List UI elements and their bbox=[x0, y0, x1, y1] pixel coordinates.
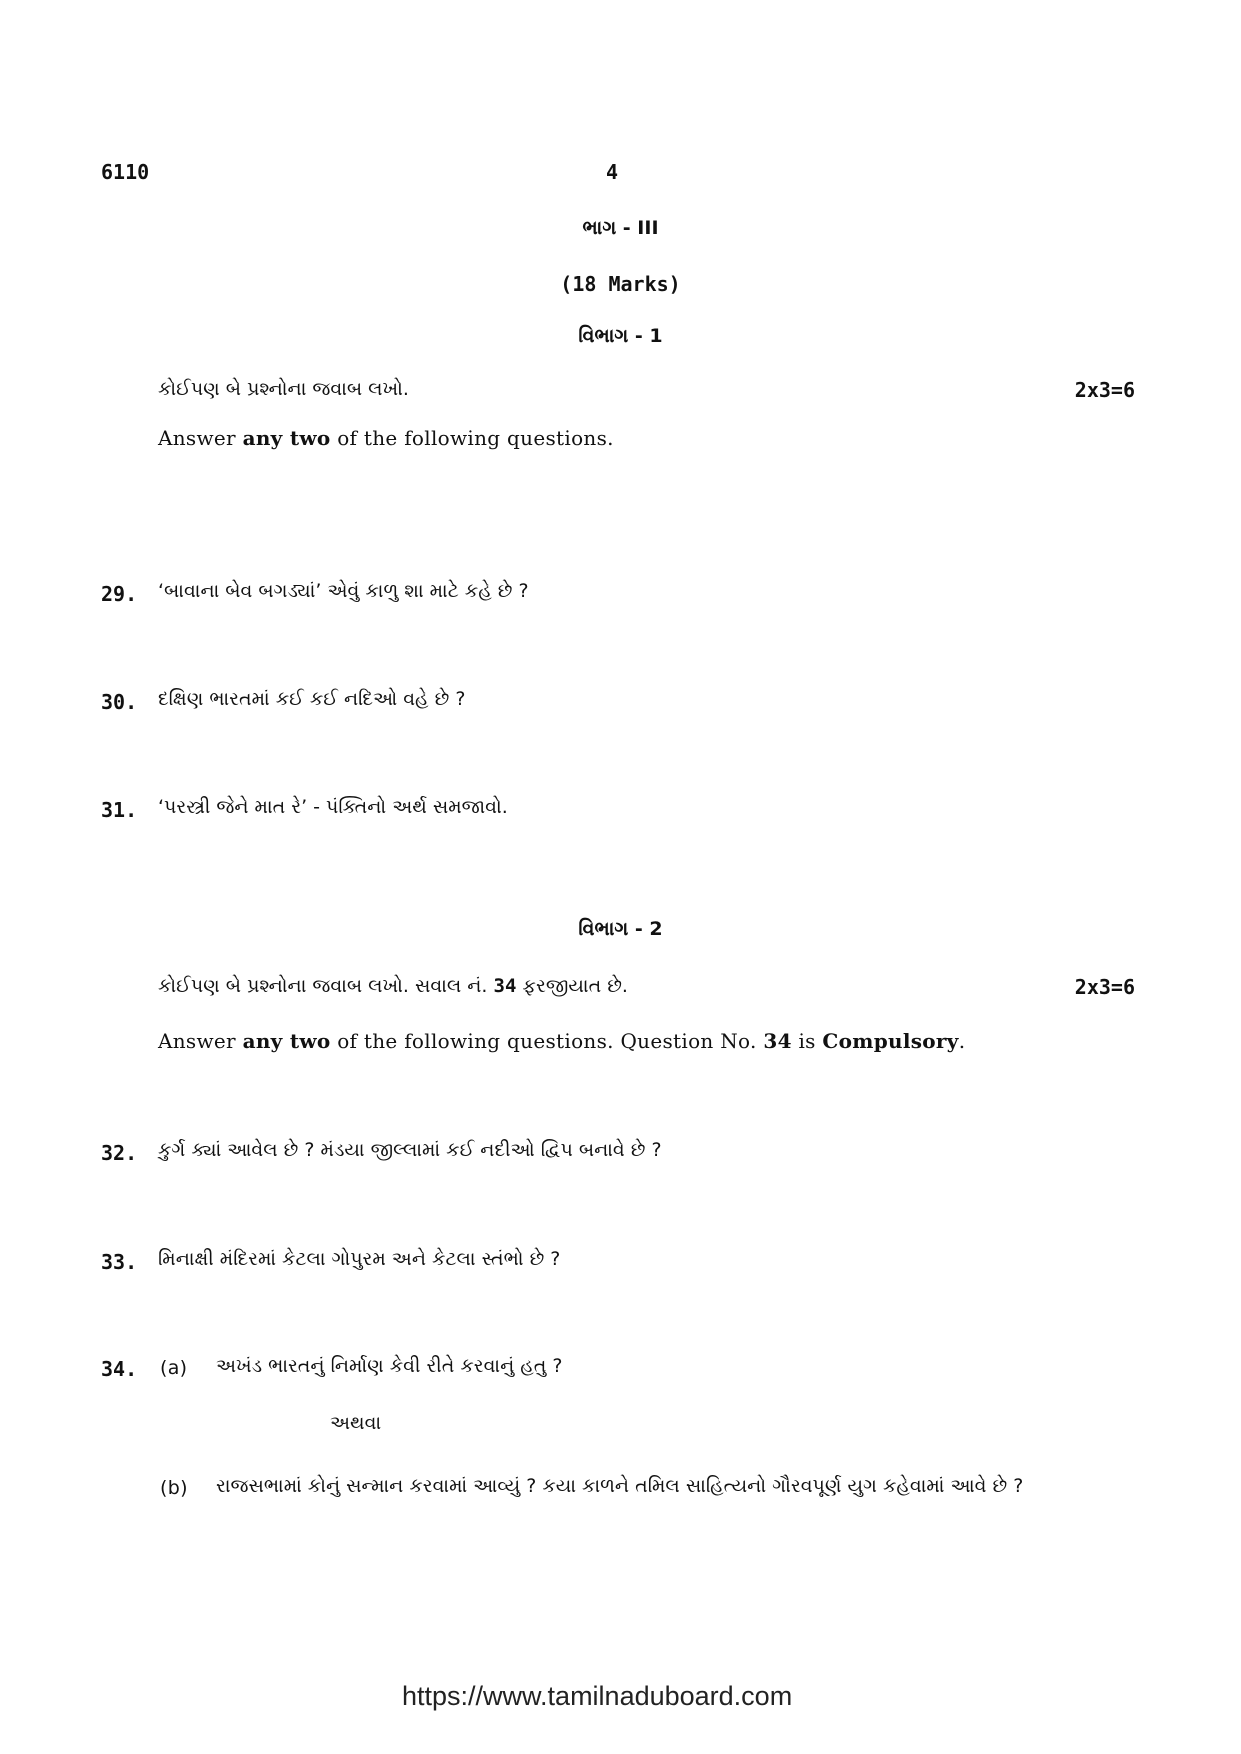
instruction-text: . bbox=[958, 1029, 966, 1053]
instruction-text: of the following questions. Question No. bbox=[330, 1029, 764, 1053]
question-34-or: અથવા bbox=[330, 1412, 382, 1434]
section-2-marks: 2x3=6 bbox=[1074, 975, 1135, 999]
section-1-marks: 2x3=6 bbox=[1074, 378, 1135, 402]
instruction-emphasis: any two bbox=[242, 426, 331, 450]
question-29-text: ‘બાવાના બેવ બગડ્યાં’ એવું કાળુ શા માટે કહે છે ? bbox=[158, 580, 529, 602]
part-marks: (18 Marks) bbox=[560, 272, 681, 296]
question-30-text: દક્ષિણ ભારતમાં કઈ કઈ નદિઓ વહે છે ? bbox=[158, 688, 466, 710]
instruction-text: Answer bbox=[158, 1029, 243, 1053]
section-2-instruction-english bbox=[158, 1029, 965, 1053]
instruction-emphasis: 34 bbox=[763, 1029, 792, 1053]
instruction-emphasis: any two bbox=[242, 1029, 331, 1053]
instruction-text: ફરજીયાત છે. bbox=[516, 975, 628, 997]
section-1-instruction-english bbox=[158, 426, 614, 450]
instruction-text: of the following questions. bbox=[330, 426, 614, 450]
question-34b-label: (b) bbox=[160, 1477, 188, 1499]
compulsory-question-number: 34 bbox=[493, 975, 517, 997]
question-32-text: કુર્ગ ક્યાં આવેલ છે ? મંડયા જીલ્લામાં કઈ નદીઓ દ્વિપ બનાવે છે ? bbox=[158, 1139, 662, 1161]
section-1-title: વિભાગ - 1 bbox=[578, 325, 663, 347]
part-title: ભાગ - III bbox=[582, 217, 659, 239]
question-34-number: 34. bbox=[101, 1357, 138, 1381]
instruction-text: Answer bbox=[158, 426, 243, 450]
question-34b-text: રાજસભામાં કોનું સન્માન કરવામાં આવ્યું ? કયા કાળને તમિલ સાહિત્યનો ગૌરવપૂર્ણ યુગ કહેવામાં આવે છે ? bbox=[216, 1475, 1024, 1497]
section-2-title: વિભાગ - 2 bbox=[578, 918, 663, 940]
question-33-text: મિનાક્ષી મંદિરમાં કેટલા ગોપુરમ અને કેટલા સ્તંભો છે ? bbox=[158, 1248, 561, 1270]
footer-url: https://www.tamilnaduboard.com bbox=[402, 1681, 793, 1711]
question-31-text: ‘પરસ્ત્રી જેને માત રે’ - પંક્તિનો અર્થ સમજાવો. bbox=[158, 796, 508, 818]
paper-code: 6110 bbox=[101, 160, 150, 184]
question-29-number: 29. bbox=[101, 582, 138, 606]
question-30-number: 30. bbox=[101, 690, 138, 714]
instruction-emphasis: Compulsory bbox=[822, 1029, 959, 1053]
page-number: 4 bbox=[606, 160, 619, 184]
section-1-instruction-gujarati: કોઈપણ બે પ્રશ્નોના જવાબ લખો. bbox=[158, 378, 409, 400]
instruction-text: is bbox=[791, 1029, 823, 1053]
question-33-number: 33. bbox=[101, 1250, 138, 1274]
question-34a-text: અખંડ ભારતનું નિર્માણ કેવી રીતે કરવાનું હતુ ? bbox=[216, 1355, 563, 1377]
question-34a-label: (a) bbox=[160, 1357, 188, 1379]
instruction-text: કોઈપણ બે પ્રશ્નોના જવાબ લખો. સવાલ નં. bbox=[158, 975, 494, 997]
question-32-number: 32. bbox=[101, 1141, 138, 1165]
section-2-instruction-gujarati bbox=[158, 975, 628, 997]
question-31-number: 31. bbox=[101, 798, 138, 822]
